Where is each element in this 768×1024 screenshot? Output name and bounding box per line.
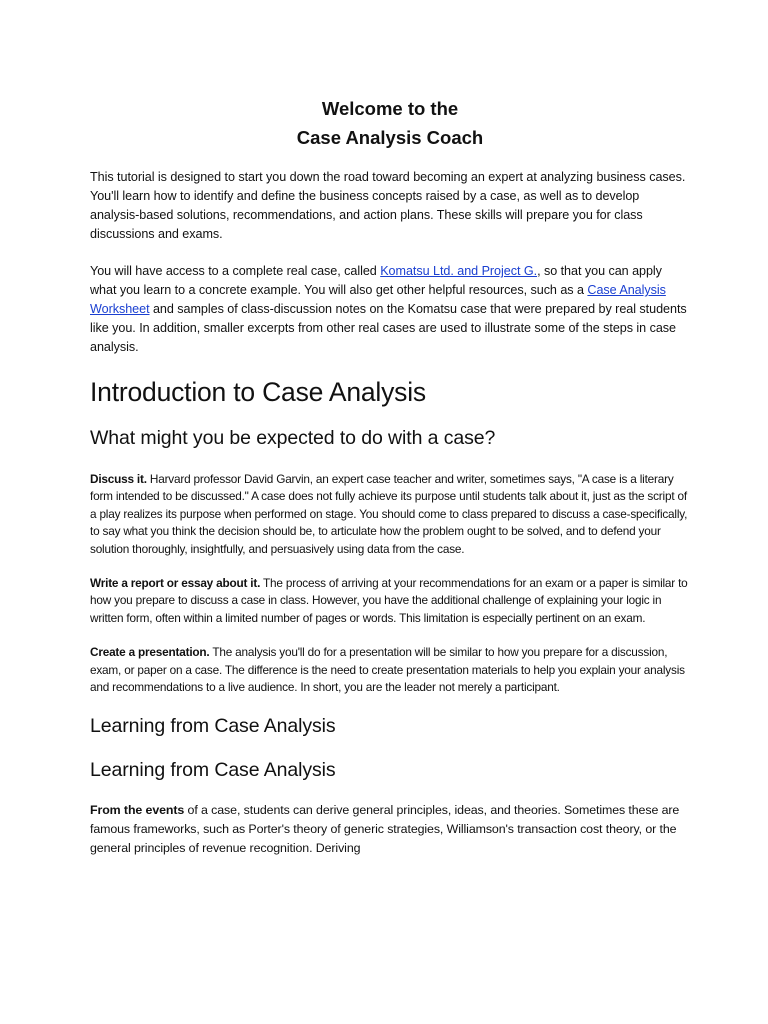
learning-paragraph — [90, 801, 690, 857]
case-analysis-worksheet-link[interactable]: Case Analysis Worksheet — [90, 283, 666, 316]
intro-p2-text-b: , so that you can apply what you learn to a concrete example. You will also get other helpful resources, such as a — [90, 264, 662, 297]
welcome-line-2: Case Analysis Coach — [296, 127, 484, 148]
report-paragraph — [90, 575, 690, 627]
section-subtitle: What might you be expected to do with a case? — [90, 427, 496, 449]
presentation-text: The analysis you'll do for a presentation will be similar to how you prepare for a discussion, exam, or paper on a case. The difference is the need to create presentation materials to help you explain your analysis and recommendations to a live audience. In short, you are the leader not merely a participant. — [90, 645, 685, 695]
report-text: The process of arriving at your recommendations for an exam or a paper is similar to how you prepare to discuss a case in class. However, you have the additional challenge of explaining your logic in written form, often within a limited number of pages or words. This limitation is especially pertinent on an exam. — [90, 576, 688, 625]
document-content — [90, 94, 690, 858]
intro-p2-text-a: You will have access to a complete real case, called — [90, 264, 381, 278]
welcome-line-1: Welcome to the — [321, 98, 459, 119]
section-title: Introduction to Case Analysis — [90, 377, 426, 407]
learning-text: of a case, students can derive general principles, ideas, and theories. Sometimes these are famous frameworks, such as Porter's theory of generic strategies, Williamson's transaction cost theory, or the general principles of revenue recognition. Deriving — [90, 803, 680, 856]
learning-heading-1: Learning from Case Analysis — [90, 715, 336, 738]
discuss-text: Harvard professor David Garvin, an expert case teacher and writer, sometimes says, "A case is a literary form intended to be discussed." A case does not fully achieve its purpose until students talk about it, just as the script of a play realizes its purpose when performed on stage. You should come to class prepared to discuss a case-specifically, to say what you think the decision should be, to articulate how the problem ought to be solved, and to defend your solution thoroughly, insightfully, and persuasively using data from the case. — [90, 472, 688, 556]
presentation-paragraph — [90, 644, 690, 696]
expectations-list — [90, 471, 690, 696]
intro-section — [90, 168, 690, 357]
welcome-title — [90, 94, 690, 152]
intro-paragraph-2 — [90, 262, 690, 357]
discuss-lead: Discuss it. — [90, 472, 147, 486]
learning-heading-2: Learning from Case Analysis — [90, 759, 336, 782]
intro-paragraph-1: This tutorial is designed to start you down the road toward becoming an expert at analyzing business cases. You'll learn how to identify and define the business concepts raised by a case, as well as to develop analysis-based solutions, recommendations, and action plans. These skills will prepare you for class discussions and exams. — [90, 170, 686, 241]
learning-lead: From the events — [90, 803, 185, 818]
presentation-lead: Create a presentation. — [90, 645, 210, 660]
learning-section — [90, 713, 690, 857]
komatsu-case-link[interactable]: Komatsu Ltd. and Project G. — [380, 264, 538, 278]
report-lead: Write a report or essay about it. — [90, 576, 261, 591]
discuss-paragraph — [90, 471, 690, 558]
intro-p2-text-c: and samples of class-discussion notes on the Komatsu case that were prepared by real students like you. In addition, smaller excerpts from other real cases are used to illustrate some of the steps in case analysis. — [90, 302, 687, 354]
